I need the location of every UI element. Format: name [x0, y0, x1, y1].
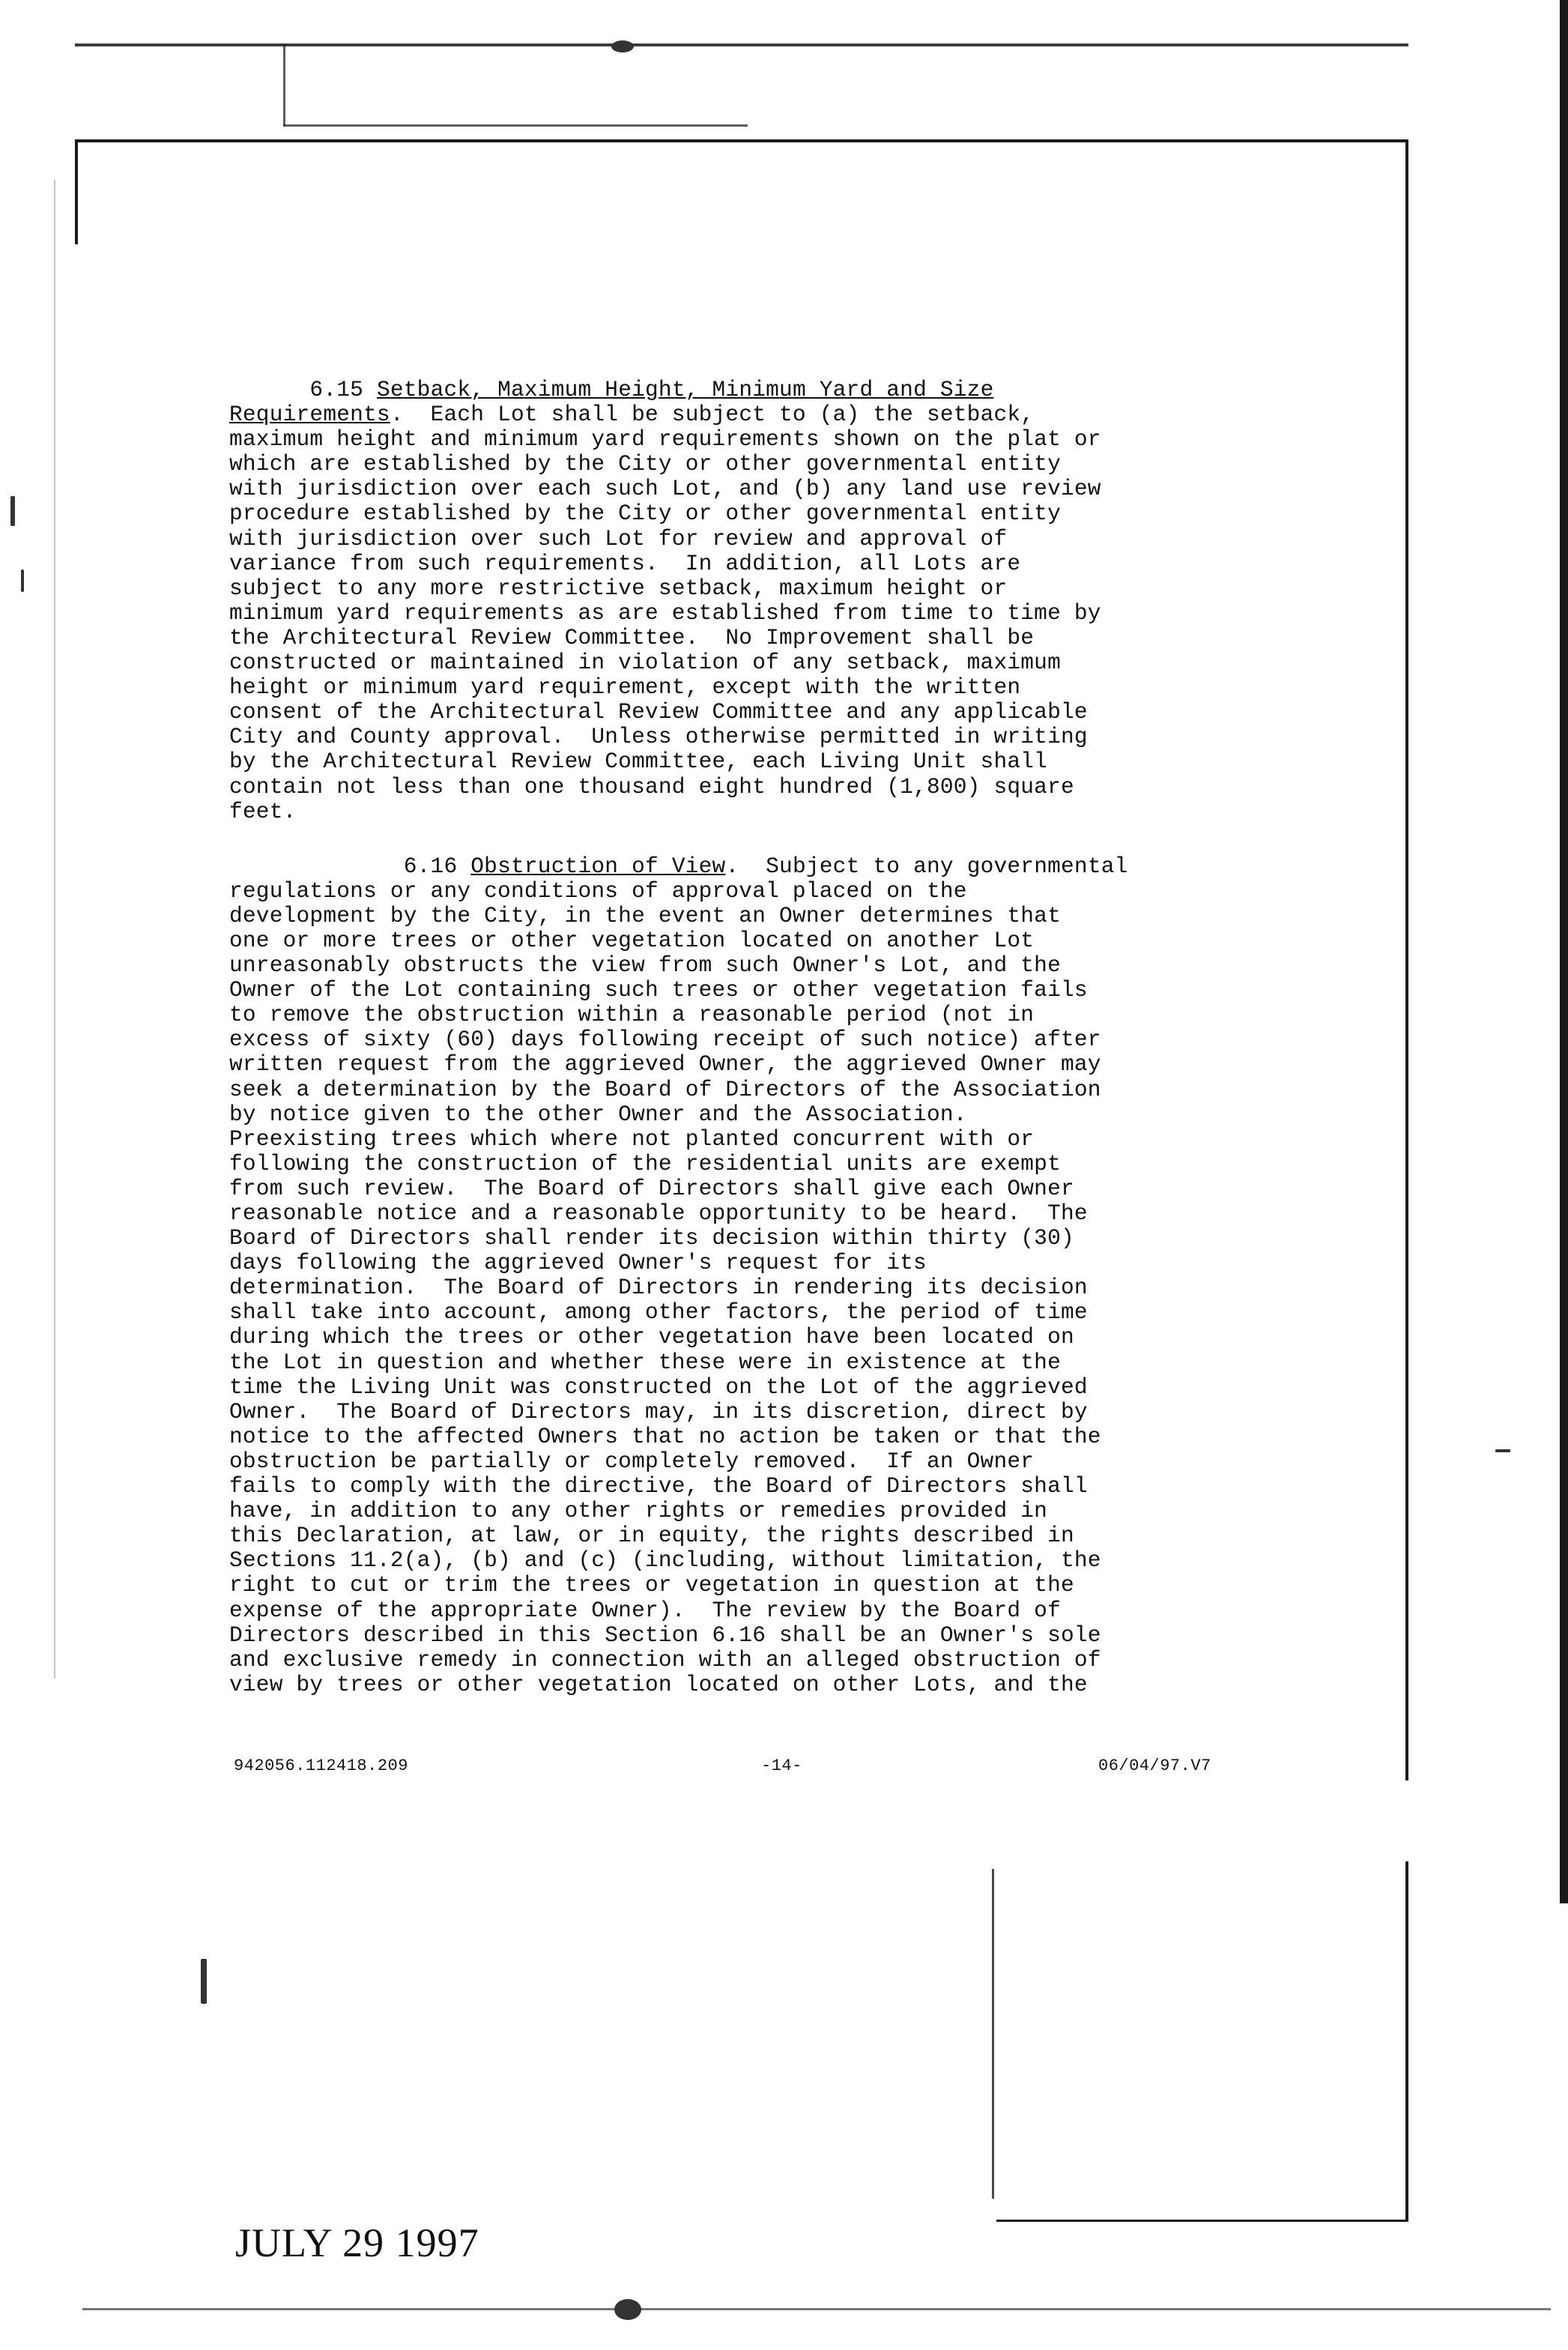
- section-line: by the Architectural Review Committee, each Living Unit shall: [229, 749, 1048, 775]
- section-line: notice to the affected Owners that no action be taken or that the: [229, 1423, 1101, 1449]
- section-line: feet.: [229, 798, 297, 824]
- section-line: view by trees or other vegetation located on other Lots, and the: [229, 1671, 1088, 1697]
- section-line: contain not less than one thousand eight hundred (1,800) square: [229, 773, 1074, 800]
- section-line: the Architectural Review Committee. No Improvement shall be: [229, 624, 1035, 650]
- section-line: obstruction be partially or completely removed. If an Owner: [229, 1448, 1035, 1474]
- scan-mark-left-1: [10, 496, 15, 526]
- document-body: [229, 378, 1263, 1697]
- section-line: subject to any more restrictive setback, maximum height or: [229, 575, 1008, 601]
- section-line: expense of the appropriate Owner). The review by the Board of: [229, 1597, 1061, 1623]
- scan-bottom-right-horizontal: [996, 2220, 1408, 2222]
- section-line: fails to comply with the directive, the Board of Directors shall: [229, 1473, 1088, 1499]
- scan-left-margin-line: [54, 180, 55, 1679]
- section-line: written request from the aggrieved Owner, the aggrieved Owner may: [229, 1051, 1101, 1078]
- section-line: with jurisdiction over such Lot for review and approval of: [229, 525, 1008, 552]
- section-line: variance from such requirements. In addition, all Lots are: [229, 550, 1021, 576]
- section-line: have, in addition to any other rights or remedies provided in: [229, 1498, 1048, 1524]
- section-line: right to cut or trim the trees or vegetation in question at the: [229, 1572, 1074, 1598]
- footer-doc-id: 942056.112418.209: [234, 1757, 408, 1775]
- scan-bottom-border: [82, 2308, 1551, 2310]
- scan-right-rule: [1405, 139, 1408, 1780]
- section-line: to remove the obstruction within a reasonable period (not in: [229, 1002, 1035, 1028]
- section-line: Preexisting trees which where not planted concurrent with or: [229, 1126, 1035, 1152]
- section-line: constructed or maintained in violation of any setback, maximum: [229, 650, 1061, 676]
- section-line: during which the trees or other vegetation have been located on: [229, 1324, 1074, 1350]
- footer-version: 06/04/97.V7: [1098, 1757, 1211, 1775]
- section-6-16: [229, 854, 1263, 1697]
- scan-bottom-mid-vertical: [992, 1869, 994, 2199]
- section-line: from such review. The Board of Directors shall give each Owner: [229, 1175, 1074, 1201]
- section-line: Owner of the Lot containing such trees or other vegetation fails: [229, 977, 1088, 1003]
- section-line: excess of sixty (60) days following receipt of such notice) after: [229, 1027, 1101, 1053]
- scan-tab-bottom: [283, 124, 748, 127]
- section-line: days following the aggrieved Owner's request for its: [229, 1250, 927, 1276]
- section-line: regulations or any conditions of approval placed on the: [229, 878, 967, 904]
- section-number: 6.15: [309, 377, 364, 402]
- section-line: development by the City, in the event an Owner determines that: [229, 902, 1061, 928]
- section-line: Owner. The Board of Directors may, in its discretion, direct by: [229, 1398, 1088, 1425]
- scan-tab-left: [283, 45, 285, 126]
- scan-mark-left-2: [21, 570, 24, 592]
- section-title-line2: Requirements: [229, 402, 390, 428]
- scan-bottom-right-vertical: [1405, 1861, 1408, 2221]
- scan-mark-bottom-left: [201, 1959, 207, 2004]
- section-first-line-text: . Each Lot shall be subject to (a) the setback,: [390, 402, 1035, 428]
- scan-blot-top: [611, 40, 634, 52]
- section-line: one or more trees or other vegetation located on another Lot: [229, 927, 1035, 953]
- section-line: reasonable notice and a reasonable opportunity to be heard. The: [229, 1200, 1088, 1226]
- section-line: height or minimum yard requirement, except with the written: [229, 674, 1021, 701]
- paragraph-gap: [229, 824, 1263, 854]
- section-first-line-text: . Subject to any governmental: [725, 853, 1128, 879]
- section-line: by notice given to the other Owner and the Association.: [229, 1101, 967, 1127]
- section-line: unreasonably obstructs the view from such Owner's Lot, and the: [229, 952, 1061, 979]
- scan-right-edge: [1560, 0, 1568, 1903]
- section-number: 6.16: [403, 853, 458, 879]
- section-line: the Lot in question and whether these were in existence at the: [229, 1349, 1061, 1375]
- section-line: which are established by the City or other governmental entity: [229, 451, 1061, 477]
- date-stamp: JULY 29 1997: [235, 2220, 479, 2265]
- section-line: this Declaration, at law, or in equity, the rights described in: [229, 1523, 1074, 1549]
- section-title: Obstruction of View: [470, 853, 726, 879]
- footer-page-number: -14-: [761, 1757, 802, 1775]
- scan-top-rule: [75, 139, 1408, 142]
- section-line: procedure established by the City or other governmental entity: [229, 501, 1061, 527]
- section-line: maximum height and minimum yard requirements shown on the plat or: [229, 426, 1101, 453]
- section-line: with jurisdiction over each such Lot, and (b) any land use review: [229, 476, 1101, 502]
- section-line: time the Living Unit was constructed on the Lot of the aggrieved: [229, 1374, 1088, 1400]
- section-line: Directors described in this Section 6.16 shall be an Owner's sole: [229, 1622, 1101, 1648]
- scan-top-border: [75, 43, 1408, 46]
- section-line: shall take into account, among other factors, the period of time: [229, 1299, 1088, 1326]
- section-6-15: [229, 378, 1263, 824]
- scan-left-rule: [75, 139, 78, 244]
- section-line: minimum yard requirements as are established from time to time by: [229, 599, 1101, 626]
- section-line: and exclusive remedy in connection with an alleged obstruction of: [229, 1646, 1101, 1673]
- section-line: Board of Directors shall render its decision within thirty (30): [229, 1225, 1074, 1251]
- section-line: seek a determination by the Board of Directors of the Association: [229, 1076, 1101, 1102]
- section-title-line1: Setback, Maximum Height, Minimum Yard and Size: [376, 377, 994, 402]
- section-line: following the construction of the residential units are exempt: [229, 1150, 1061, 1176]
- section-line: determination. The Board of Directors in rendering its decision: [229, 1275, 1088, 1301]
- section-line: Sections 11.2(a), (b) and (c) (including, without limitation, the: [229, 1547, 1101, 1574]
- scan-blot-bottom: [614, 2299, 641, 2320]
- section-line: City and County approval. Unless otherwise permitted in writing: [229, 724, 1088, 750]
- section-line: consent of the Architectural Review Committee and any applicable: [229, 699, 1088, 725]
- scan-mark-right-1: [1495, 1449, 1510, 1452]
